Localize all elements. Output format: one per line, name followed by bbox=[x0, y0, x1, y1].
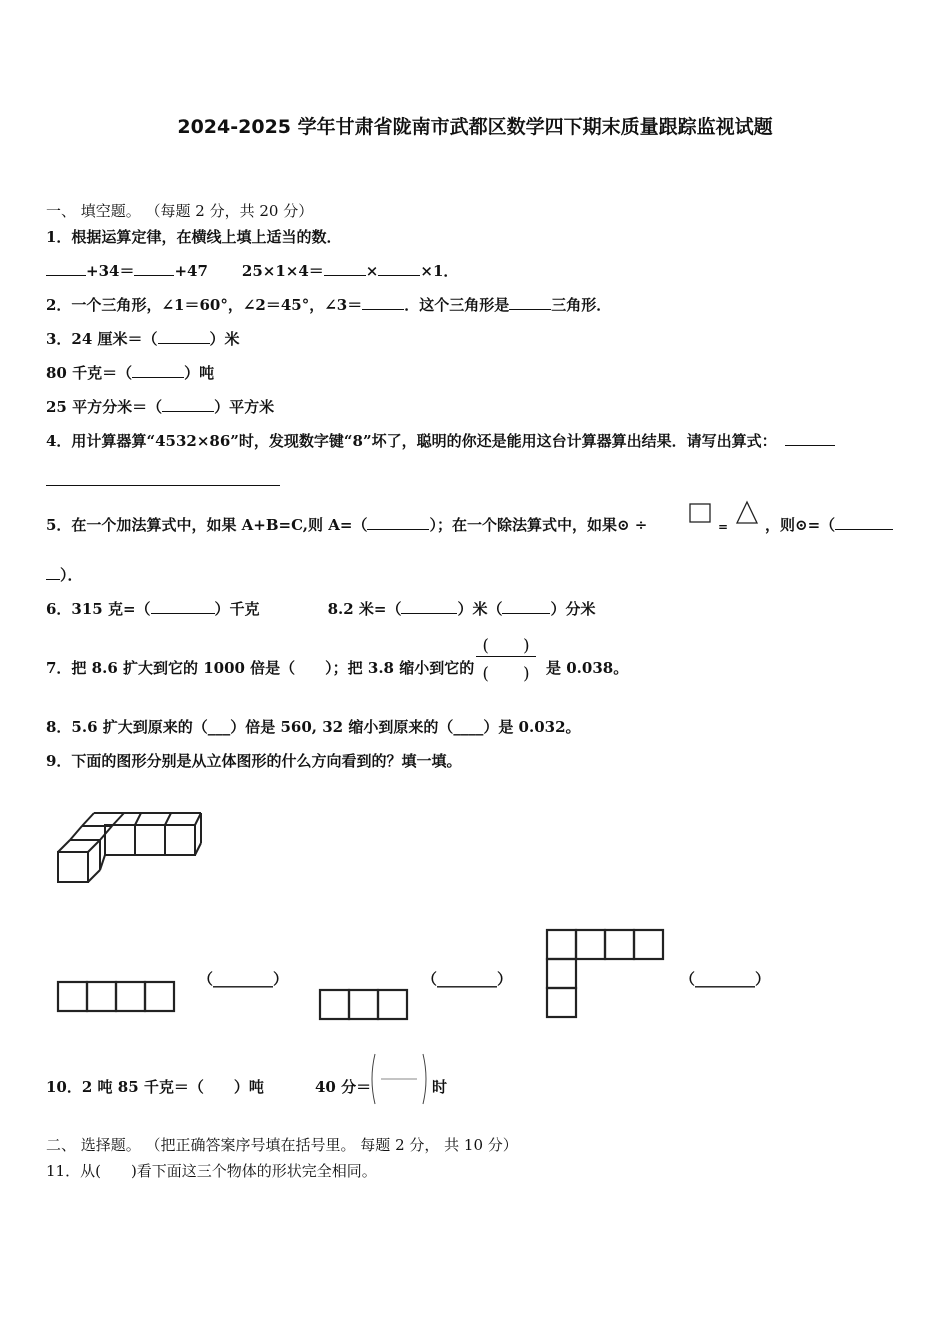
q1-part-d: × bbox=[365, 262, 379, 280]
blank[interactable] bbox=[151, 599, 215, 614]
q3-part-c2: ）平方米 bbox=[214, 398, 275, 416]
q3-part-b2: ）吨 bbox=[184, 364, 215, 382]
q5-part-b: ）；在一个除法算式中，如果⊙ ÷ bbox=[429, 516, 648, 534]
q2-part-c: 三角形． bbox=[551, 296, 612, 314]
question-3c bbox=[46, 397, 274, 417]
q2-part-a: 2．一个三角形，∠1＝60°，∠2＝45°，∠3＝ bbox=[46, 296, 363, 314]
blank[interactable] bbox=[378, 261, 420, 276]
blank[interactable] bbox=[132, 363, 184, 378]
view-four-squares bbox=[56, 980, 180, 1014]
view-three-squares bbox=[318, 988, 412, 1022]
fraction-bar bbox=[476, 656, 536, 657]
square-icon bbox=[689, 503, 713, 525]
question-7-end: 是 0.038。 bbox=[546, 659, 629, 677]
blank[interactable] bbox=[46, 261, 86, 276]
page-title: 2024-2025 学年甘肃省陇南市武都区数学四下期末质量跟踪监视试题 bbox=[177, 116, 773, 138]
view-1-answer[interactable]: （________） bbox=[198, 970, 289, 988]
question-9: 9．下面的图形分别是从立体图形的什么方向看到的？填一填。 bbox=[46, 752, 462, 770]
section-two-heading: 二、 选择题。 （把正确答案序号填在括号里。 每题 2 分， 共 10 分） bbox=[46, 1136, 518, 1154]
question-3a bbox=[46, 329, 240, 349]
question-8: 8．5.6 扩大到原来的（___）倍是 560, 32 缩小到原来的（____）是 0.032。 bbox=[46, 718, 581, 736]
q6-part-b3: ）分米 bbox=[550, 600, 596, 618]
q2-part-b: ．这个三角形是 bbox=[404, 296, 510, 314]
q6-part-b2: ）米（ bbox=[457, 600, 503, 618]
question-10: 10．2 吨 85 千克＝（ ）吨 bbox=[46, 1078, 264, 1096]
blank[interactable] bbox=[367, 515, 429, 530]
answer-line[interactable] bbox=[46, 485, 280, 486]
q3-part-a2: ）米 bbox=[209, 330, 240, 348]
question-5-end bbox=[46, 565, 83, 585]
view-3-answer[interactable]: （________） bbox=[680, 970, 771, 988]
view-l-shape bbox=[545, 928, 667, 1022]
q1-part-c: 25×1×4＝ bbox=[241, 262, 324, 280]
q3-part-b: 80 千克＝（ bbox=[46, 364, 133, 382]
view-2-answer[interactable]: （________） bbox=[422, 970, 513, 988]
blank[interactable] bbox=[162, 397, 214, 412]
question-4 bbox=[46, 431, 835, 451]
equals-sign: = bbox=[718, 520, 729, 534]
question-6 bbox=[46, 599, 595, 619]
q3-part-c: 25 平方分米＝（ bbox=[46, 398, 163, 416]
blank[interactable] bbox=[502, 599, 550, 614]
question-11: 11．从( )看下面这三个物体的形状完全相同。 bbox=[46, 1162, 377, 1180]
blank[interactable] bbox=[509, 295, 551, 310]
fraction-denominator[interactable]: ( ) bbox=[482, 664, 530, 684]
question-5 bbox=[46, 515, 647, 535]
question-3b bbox=[46, 363, 214, 383]
blank[interactable] bbox=[362, 295, 404, 310]
q1-part-a: +34＝ bbox=[86, 262, 135, 280]
q5-part-c: ，则⊙=（ bbox=[765, 516, 836, 534]
q3-part-a: 3．24 厘米＝（ bbox=[46, 330, 158, 348]
triangle-icon bbox=[736, 500, 760, 526]
blank[interactable] bbox=[324, 261, 366, 276]
section-one-heading: 一、 填空题。 （每题 2 分，共 20 分） bbox=[46, 202, 314, 220]
q5-part-a: 5．在一个加法算式中，如果 A+B=C,则 A=（ bbox=[46, 516, 368, 534]
fraction-numerator[interactable]: ( ) bbox=[482, 636, 530, 656]
question-2 bbox=[46, 295, 611, 315]
question-1: 1．根据运算定律，在横线上填上适当的数． bbox=[46, 228, 342, 246]
blank[interactable] bbox=[401, 599, 457, 614]
q6-part-b: 8.2 米=（ bbox=[327, 600, 402, 618]
blank[interactable] bbox=[134, 261, 174, 276]
q4-text: 4．用计算器算“4532×86”时，发现数字键“8”坏了，聪明的你还是能用这台计算器算出结果．请写出算式： bbox=[46, 432, 777, 450]
question-5-cont bbox=[765, 515, 893, 535]
q1-part-b: +47 bbox=[174, 262, 208, 280]
question-1-blanks bbox=[46, 261, 458, 281]
q1-part-e: ×1． bbox=[420, 262, 459, 280]
q6-part-a2: ）千克 bbox=[214, 600, 260, 618]
blank[interactable] bbox=[158, 329, 210, 344]
q5-part-d: ）． bbox=[60, 566, 83, 584]
blank[interactable] bbox=[785, 431, 835, 446]
blank[interactable] bbox=[835, 515, 893, 530]
question-7: 7．把 8.6 扩大到它的 1000 倍是（ ）；把 3.8 缩小到它的 bbox=[46, 659, 475, 677]
fraction-answer-box[interactable] bbox=[369, 1052, 431, 1108]
blank[interactable] bbox=[46, 565, 60, 580]
cube-solid-figure bbox=[55, 810, 215, 890]
q6-part-a: 6．315 克=（ bbox=[46, 600, 151, 618]
question-10-b: 40 分＝ bbox=[315, 1078, 372, 1096]
question-10-unit: 时 bbox=[432, 1078, 448, 1096]
